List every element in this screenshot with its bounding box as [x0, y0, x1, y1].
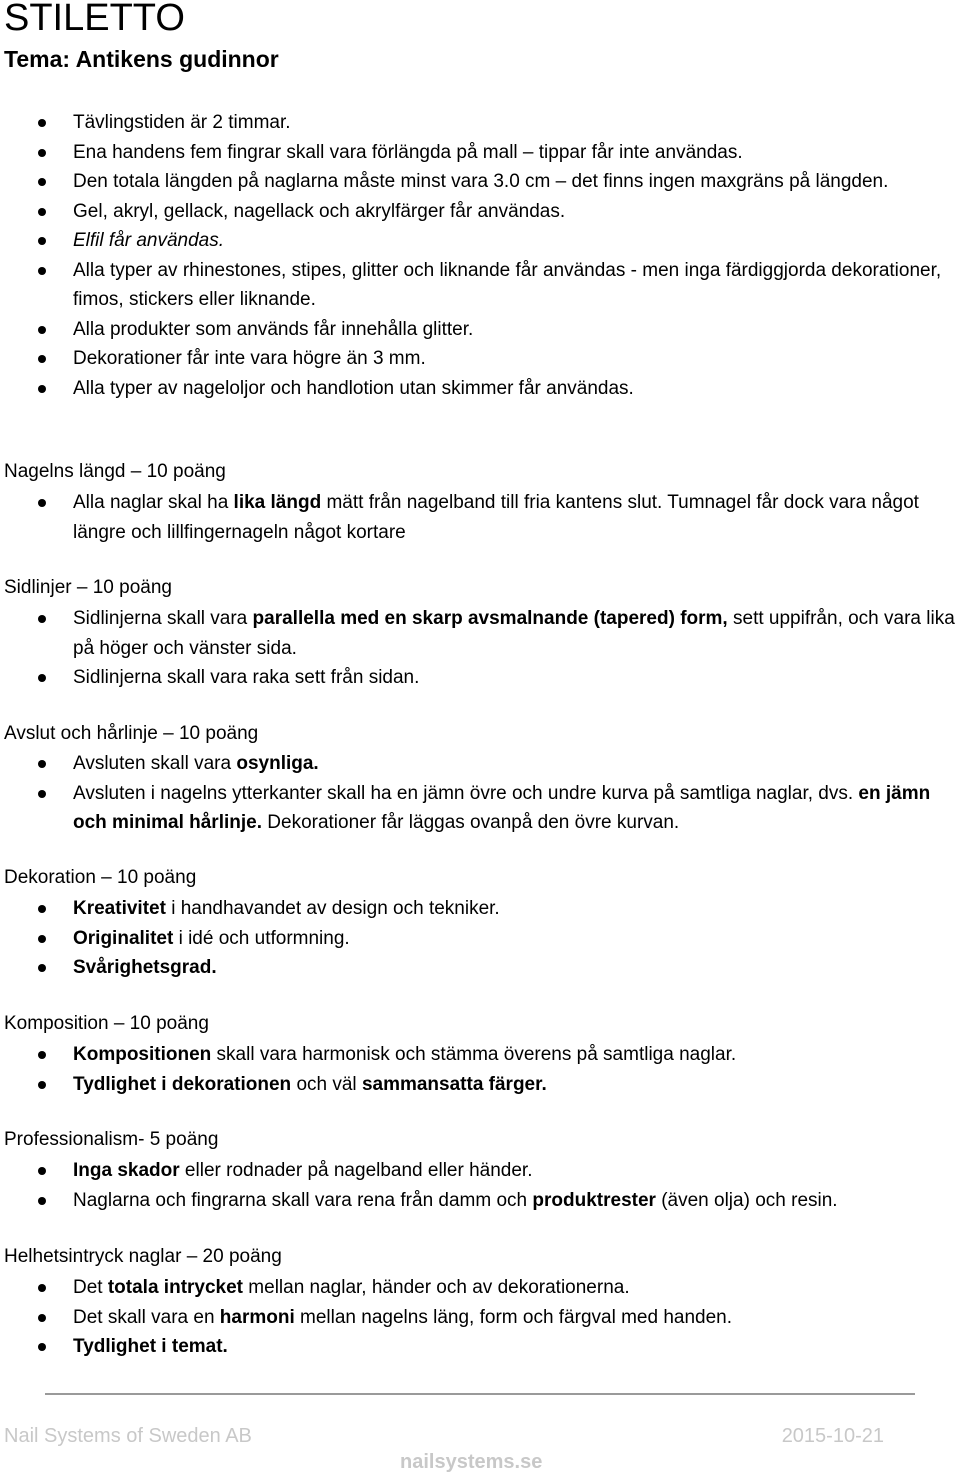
bullet-icon [38, 119, 46, 127]
bullet-icon [38, 178, 46, 186]
bullet-icon [38, 355, 46, 363]
list-item: Ena handens fem fingrar skall vara förlängda på mall – tippar får inte användas. [0, 138, 960, 168]
bullet-icon [38, 1197, 46, 1205]
bullet-icon [38, 385, 46, 393]
list-item: Inga skador eller rodnader på nagelband eller händer. [0, 1156, 960, 1186]
section-list [0, 1156, 960, 1215]
section-list [0, 488, 960, 547]
list-item: Tydlighet i dekorationen och väl sammansatta färger. [0, 1070, 960, 1100]
list-item: Svårighetsgrad. [0, 953, 960, 983]
bullet-icon [38, 615, 46, 623]
list-item: Originalitet i idé och utformning. [0, 924, 960, 954]
list-item: Det totala intrycket mellan naglar, händer och av dekorationerna. [0, 1273, 960, 1303]
section-heading: Avslut och hårlinje – 10 poäng [4, 723, 259, 744]
bullet-icon [38, 760, 46, 768]
bullet-icon [38, 674, 46, 682]
list-item: Gel, akryl, gellack, nagellack och akrylfärger får användas. [0, 197, 960, 227]
list-item: Dekorationer får inte vara högre än 3 mm. [0, 344, 960, 374]
list-item: Avsluten i nagelns ytterkanter skall ha en jämn övre och undre kurva på samtliga naglar, dvs. en jämn och minimal hårlinje. Dekorationer får läggas ovanpå den övre kurvan. [0, 779, 960, 838]
footer-divider [45, 1393, 915, 1395]
bullet-icon [38, 326, 46, 334]
bullet-icon [38, 1314, 46, 1322]
bullet-icon [38, 1343, 46, 1351]
section-list [0, 1273, 960, 1362]
bullet-icon [38, 935, 46, 943]
section-heading: Helhetsintryck naglar – 20 poäng [4, 1246, 282, 1267]
list-item: Alla produkter som används får innehålla glitter. [0, 315, 960, 345]
footer-company: Nail Systems of Sweden AB [4, 1425, 252, 1447]
list-item: Alla typer av nageloljor och handlotion utan skimmer får användas. [0, 374, 960, 404]
list-item: Tydlighet i temat. [0, 1332, 960, 1362]
section-list [0, 749, 960, 838]
bullet-icon [38, 499, 46, 507]
document-subtitle: Tema: Antikens gudinnor [4, 46, 279, 72]
document-title: STILETTO [4, 0, 185, 39]
list-item: Kompositionen skall vara harmonisk och stämma överens på samtliga naglar. [0, 1040, 960, 1070]
bullet-icon [38, 1167, 46, 1175]
list-item: Det skall vara en harmoni mellan nagelns läng, form och färgval med handen. [0, 1303, 960, 1333]
section-heading: Komposition – 10 poäng [4, 1013, 209, 1034]
bullet-icon [38, 790, 46, 798]
footer-date: 2015-10-21 [781, 1425, 884, 1447]
bullet-icon [38, 1051, 46, 1059]
list-item: Kreativitet i handhavandet av design och tekniker. [0, 894, 960, 924]
footer-website: nailsystems.se [400, 1451, 543, 1473]
list-item: Sidlinjerna skall vara parallella med en skarp avsmalnande (tapered) form, sett uppifrån, och vara lika på höger och vänster sida. [0, 604, 960, 663]
section-heading: Sidlinjer – 10 poäng [4, 577, 172, 598]
list-item: Elfil får användas. [0, 226, 960, 256]
bullet-icon [38, 267, 46, 275]
list-item: Naglarna och fingrarna skall vara rena från damm och produktrester (även olja) och resin. [0, 1186, 960, 1216]
section-list [0, 894, 960, 983]
rules-list [0, 108, 960, 403]
section-list [0, 604, 960, 693]
bullet-icon [38, 237, 46, 245]
list-item: Avsluten skall vara osynliga. [0, 749, 960, 779]
bullet-icon [38, 208, 46, 216]
bullet-icon [38, 1284, 46, 1292]
section-heading: Dekoration – 10 poäng [4, 867, 197, 888]
bullet-icon [38, 964, 46, 972]
bullet-icon [38, 1081, 46, 1089]
list-item: Tävlingstiden är 2 timmar. [0, 108, 960, 138]
list-item: Alla typer av rhinestones, stipes, glitter och liknande får användas - men inga färdiggjorda dekorationer, fimos, stickers eller liknande. [0, 256, 960, 315]
section-heading: Nagelns längd – 10 poäng [4, 461, 226, 482]
list-item: Sidlinjerna skall vara raka sett från sidan. [0, 663, 960, 693]
bullet-icon [38, 149, 46, 157]
section-list [0, 1040, 960, 1099]
section-heading: Professionalism- 5 poäng [4, 1129, 219, 1150]
bullet-icon [38, 905, 46, 913]
list-item: Alla naglar skal ha lika längd mätt från nagelband till fria kantens slut. Tumnagel får dock vara något längre och lillfingernageln något kortare [0, 488, 960, 547]
list-item: Den totala längden på naglarna måste minst vara 3.0 cm – det finns ingen maxgräns på längden. [0, 167, 960, 197]
